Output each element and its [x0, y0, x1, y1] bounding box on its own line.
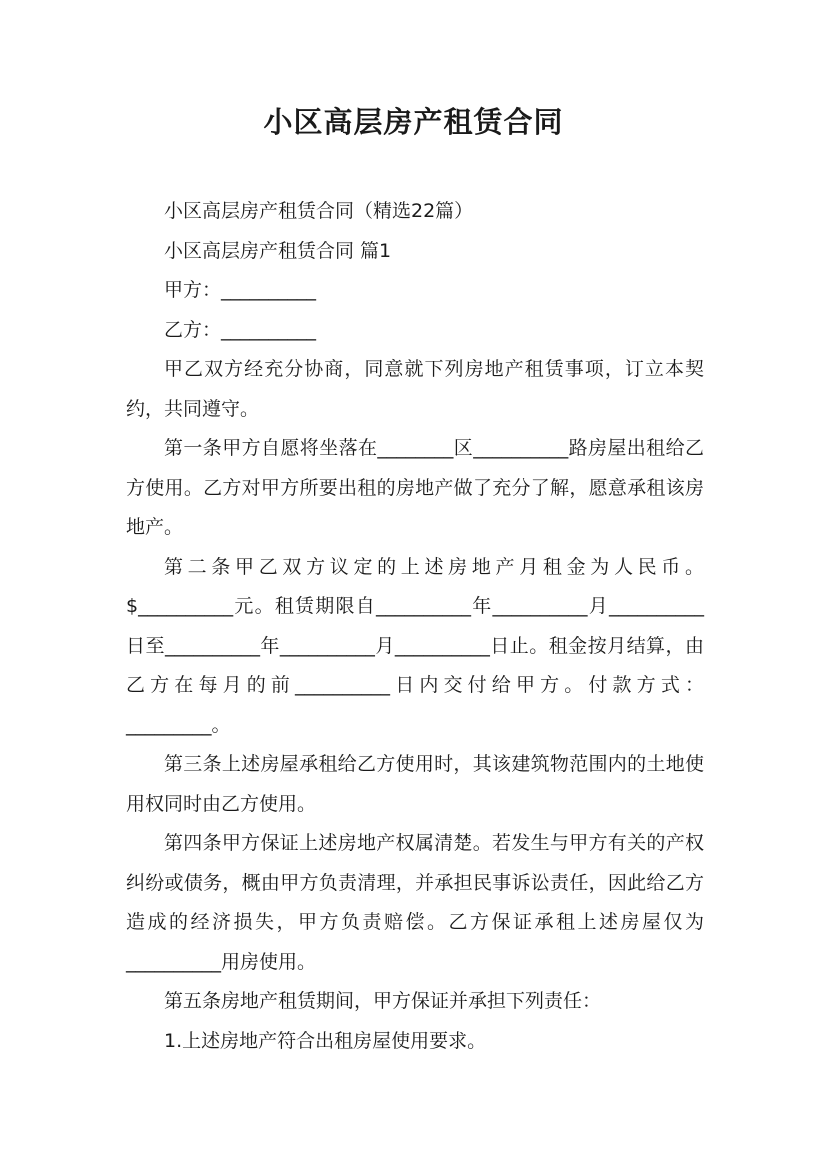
- paragraph-article-3: 第三条上述房屋承租给乙方使用时，其该建筑物范围内的土地使用权同时由乙方使用。: [126, 753, 704, 815]
- paragraph-article-5-item-1: 1.上述房地产符合出租房屋使用要求。: [164, 1029, 487, 1052]
- paragraph-article-2: 第二条甲乙双方议定的上述房地产月租金为人民币。$__________元。租赁期限自__________年__________月__________日至__________年__________月__________日止。租金按月结算，由乙方在每月的前__________日内交付给甲方。付款方式：_________。: [126, 555, 704, 736]
- document-title: 小区高层房产租赁合同: [263, 105, 564, 139]
- paragraph-section-heading: 小区高层房产租赁合同 篇1: [164, 239, 392, 262]
- paragraph-article-1: 第一条甲方自愿将坐落在________区__________路房屋出租给乙方使用。乙方对甲方所要出租的房地产做了充分了解，愿意承租该房地产。: [126, 437, 704, 538]
- paragraph-article-4: 第四条甲方保证上述房地产权属清楚。若发生与甲方有关的产权纠纷或债务，概由甲方负责清理，并承担民事诉讼责任，因此给乙方造成的经济损失，甲方负责赔偿。乙方保证承租上述房屋仅为__________用房使用。: [126, 832, 704, 973]
- paragraph-subtitle: 小区高层房产租赁合同（精选22篇）: [164, 200, 474, 222]
- paragraph-party-a: 甲方：__________: [164, 279, 317, 301]
- paragraph-article-5: 第五条房地产租赁期间，甲方保证并承担下列责任：: [164, 990, 602, 1012]
- paragraph-preamble: 甲乙双方经充分协商，同意就下列房地产租赁事项，订立本契约，共同遵守。: [126, 358, 704, 420]
- paragraph-party-b: 乙方：__________: [164, 318, 317, 341]
- document-body: [126, 192, 704, 1061]
